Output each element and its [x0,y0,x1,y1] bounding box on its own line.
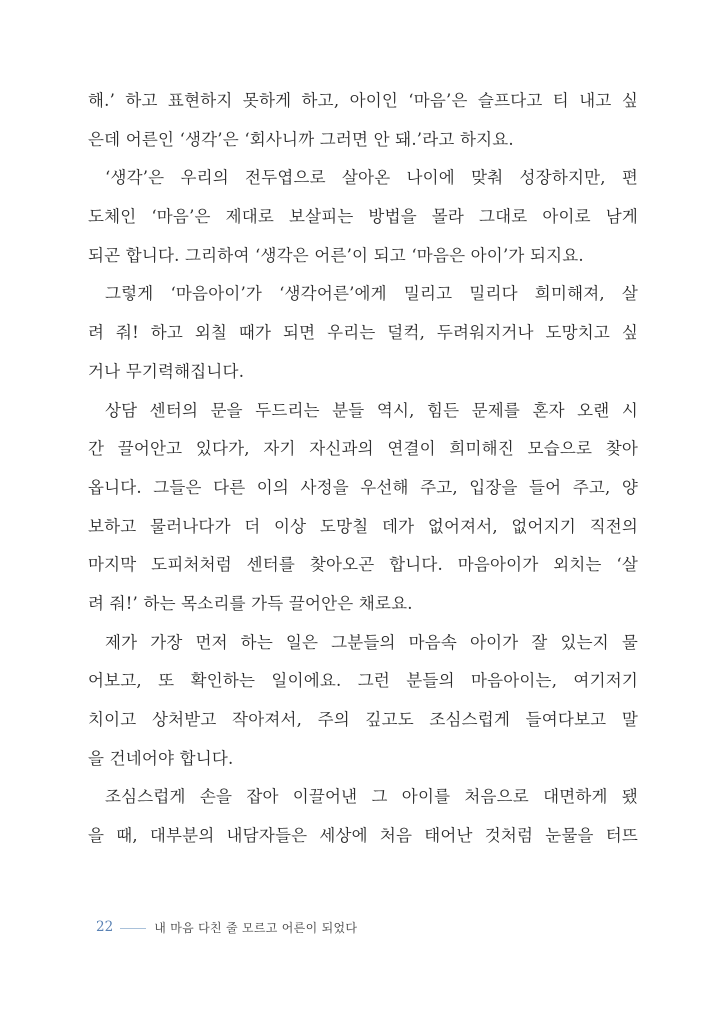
book-title: 내 마음 다친 줄 모르고 어른이 되었다 [154,921,358,935]
text-line: 은데 어른인 ‘생각’은 ‘회사니까 그러면 안 돼.’라고 하지요. [88,129,514,149]
text-line: 마지막 도피처처럼 센터를 찾아오곤 합니다. 마음아이가 외치는 ‘살 [88,555,638,575]
text-line: 옵니다. 그들은 다른 이의 사정을 우선해 주고, 입장을 들어 주고, 양 [88,477,638,497]
paragraph [88,778,638,855]
page-footer [96,914,357,942]
text-line: 치이고 상처받고 작아져서, 주의 깊고도 조심스럽게 들여다보고 말 [88,710,638,729]
footer-rule [120,928,146,929]
body-text [88,82,638,856]
text-line: 되곤 합니다. 그리하여 ‘생각은 어른’이 되고 ‘마음은 아이’가 되지요. [88,245,584,265]
text-line: 간 끌어안고 있다가, 자기 자신과의 연결이 희미해진 모습으로 찾아 [88,439,638,459]
text-line: 려 줘! 하고 외칠 때가 되면 우리는 덜컥, 두려워지거나 도망치고 싶 [88,323,638,343]
text-line: 을 때, 대부분의 내담자들은 세상에 처음 태어난 것처럼 눈물을 터뜨 [88,826,638,846]
text-line: 해.’ 하고 표현하지 못하게 하고, 아이인 ‘마음’은 슬프다고 티 내고 싶 [88,91,638,110]
page-number: 22 [96,919,114,936]
text-line: 을 건네어야 합니다. [88,748,234,768]
text-line: 조심스럽게 손을 잡아 이끌어낸 그 아이를 처음으로 대면하게 됐 [105,787,638,807]
text-line: 제가 가장 먼저 하는 일은 그분들의 마음속 아이가 잘 있는지 물 [105,632,638,652]
text-line: 도체인 ‘마음’은 제대로 보살피는 방법을 몰라 그대로 아이로 남게 [88,207,638,227]
text-line: 보하고 물러나다가 더 이상 도망칠 데가 없어져서, 없어지기 직전의 [88,516,638,536]
text-line: 그렇게 ‘마음아이’가 ‘생각어른’에게 밀리고 밀리다 희미해져, 살 [105,284,638,304]
paragraph [88,159,638,275]
paragraph [88,624,638,779]
text-line: 거나 무기력해집니다. [88,361,245,381]
text-line: 어보고, 또 확인하는 일이에요. 그런 분들의 마음아이는, 여기저기 [88,671,638,691]
paragraph [88,392,638,624]
text-line: 려 줘!’ 하는 목소리를 가득 끌어안은 채로요. [88,593,413,613]
text-line: 상담 센터의 문을 두드리는 분들 역시, 힘든 문제를 혼자 오랜 시 [105,400,638,420]
paragraph [88,275,638,391]
text-line: ‘생각’은 우리의 전두엽으로 살아온 나이에 맞춰 성장하지만, 편 [105,168,638,188]
paragraph [88,82,638,159]
